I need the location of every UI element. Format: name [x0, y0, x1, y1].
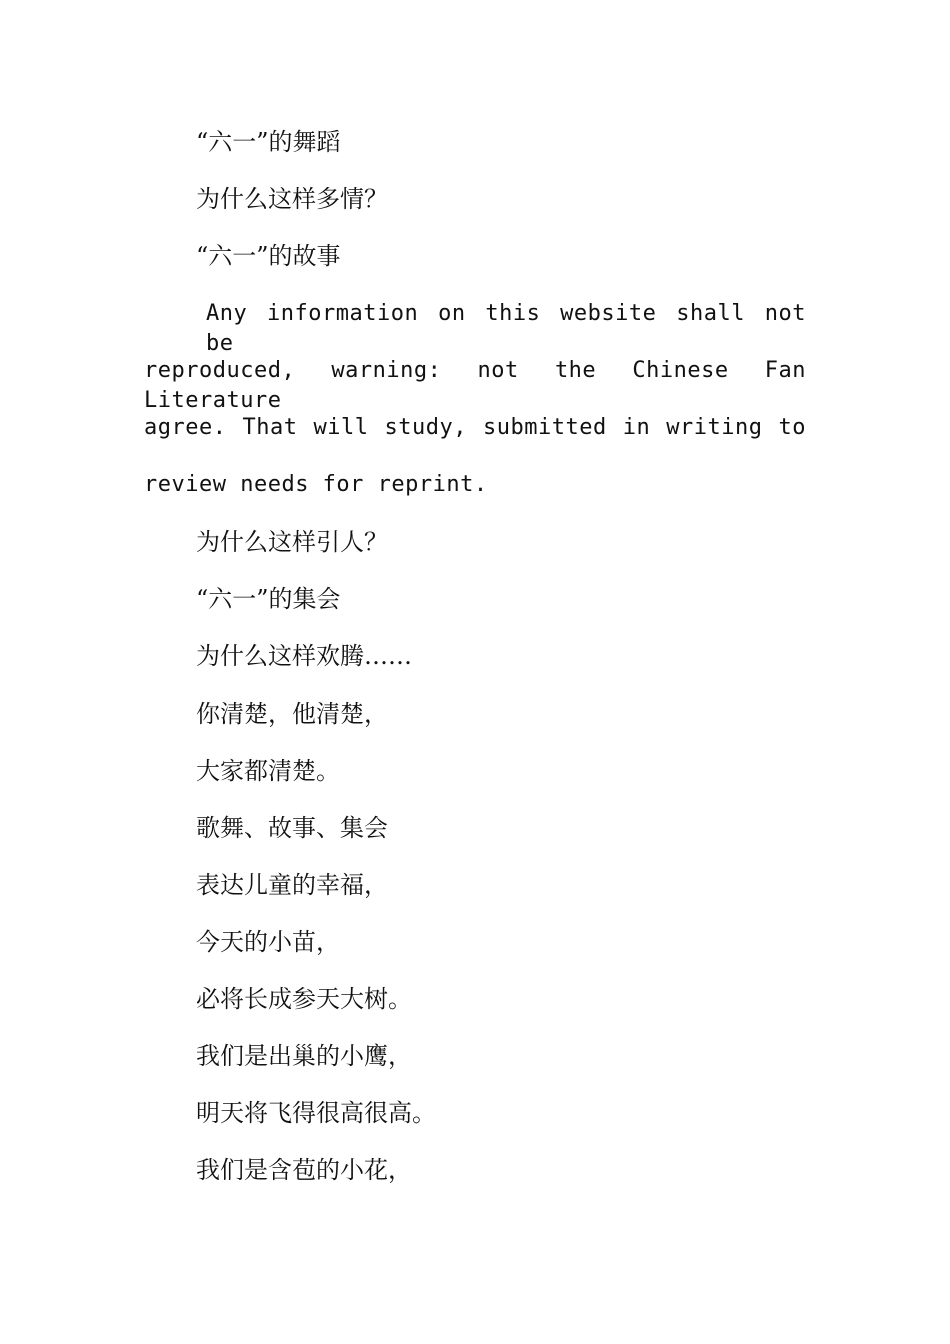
- text-line: 你清楚，他清楚，: [196, 700, 388, 728]
- text-line: 大家都清楚。: [196, 757, 340, 785]
- text-line: 表达儿童的幸福，: [196, 871, 388, 899]
- text-line: “六一”的舞蹈: [196, 128, 341, 156]
- notice-line: review needs for reprint.: [144, 472, 488, 497]
- text-line: “六一”的集会: [196, 585, 341, 613]
- text-line: 今天的小苗，: [196, 928, 340, 956]
- text-line: “六一”的故事: [196, 242, 341, 270]
- notice-line: agree. That will study, submitted in writing to: [144, 415, 806, 440]
- text-line: 必将长成参天大树。: [196, 985, 412, 1013]
- text-line: 我们是含苞的小花，: [196, 1156, 412, 1184]
- text-line: 为什么这样多情？: [196, 185, 388, 213]
- notice-line: reproduced, warning: not the Chinese Fan Literature: [144, 358, 806, 413]
- text-line: 为什么这样引人？: [196, 528, 388, 556]
- text-line: 歌舞、故事、集会: [196, 814, 388, 842]
- text-line: 为什么这样欢腾……: [196, 642, 412, 670]
- text-line: 明天将飞得很高很高。: [196, 1099, 436, 1127]
- notice-line: Any information on this website shall not be: [206, 301, 806, 356]
- text-line: 我们是出巢的小鹰，: [196, 1042, 412, 1070]
